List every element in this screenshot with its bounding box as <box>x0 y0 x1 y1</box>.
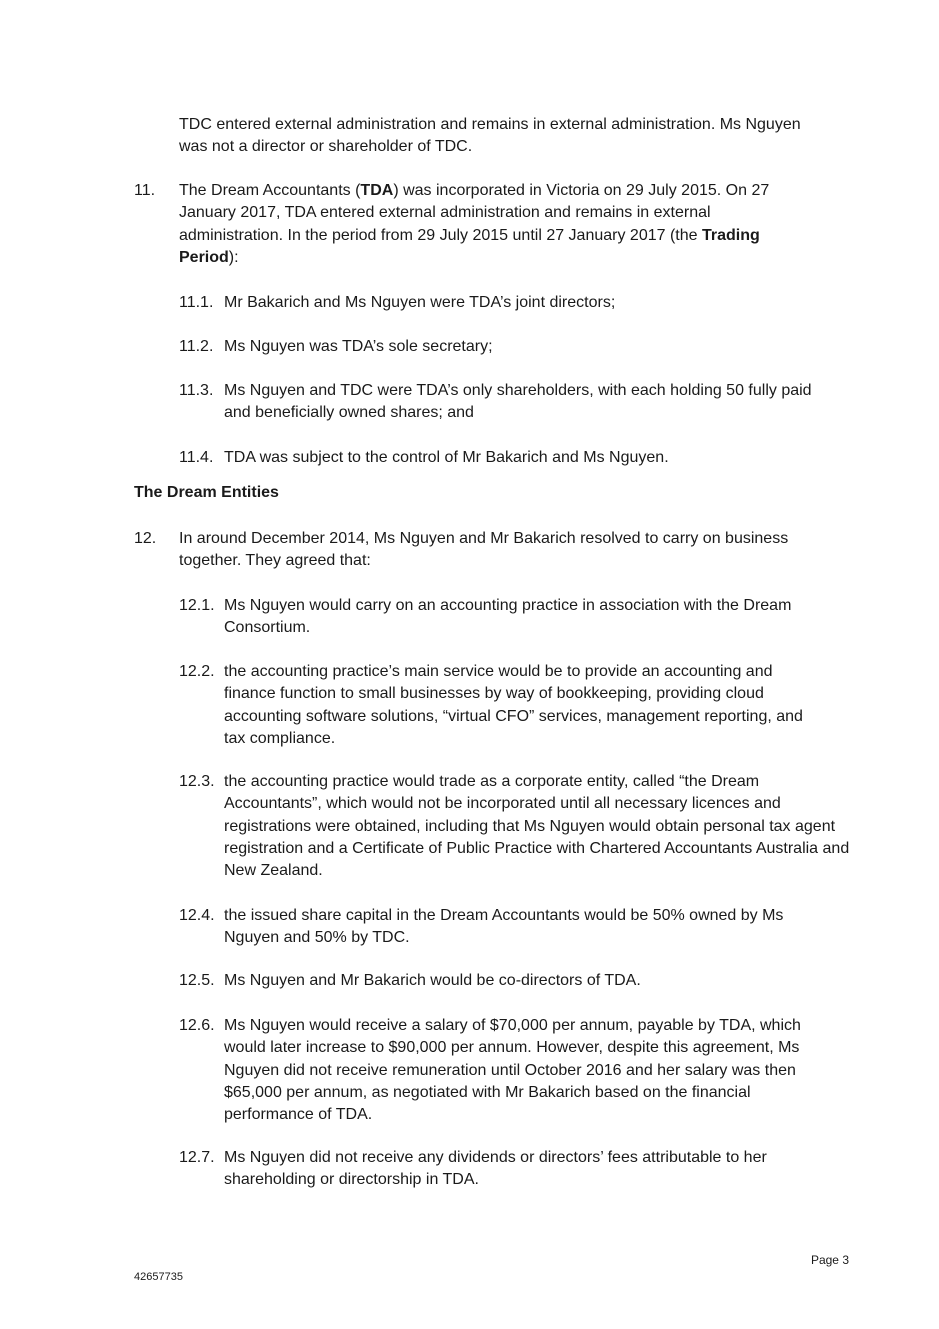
subparagraph-text: TDA was subject to the control of Mr Bakarich and Ms Nguyen. <box>224 449 669 466</box>
subparagraph-number: 11.4. <box>179 449 214 466</box>
section-heading: The Dream Entities <box>134 484 279 501</box>
subparagraph-number: 12.6. <box>179 1017 215 1034</box>
subparagraph-number: 12.4. <box>179 907 215 924</box>
paragraph-text: ): <box>228 248 239 266</box>
subparagraph-text: the issued share capital in the Dream Accountants would be 50% owned by Ms Nguyen and 50% by TDC. <box>224 907 784 947</box>
intro-paragraph: TDC entered external administration and remains in external administration. Ms Nguyen was not a director or shareholder of TDC. <box>179 116 801 156</box>
subparagraph-number: 12.2. <box>179 663 215 680</box>
subparagraph-number: 12.7. <box>179 1149 215 1166</box>
subparagraph-number: 11.1. <box>179 294 214 311</box>
paragraph-number: 12. <box>134 530 157 547</box>
document-id: 42657735 <box>134 1271 183 1283</box>
subparagraph-text: the accounting practice’s main service would be to provide an accounting and finance function to small businesses by way of bookkeeping, providing cloud accounting software solutions, “virtual CFO” services, management reporting, and tax compliance. <box>224 663 803 747</box>
subparagraph-number: 12.5. <box>179 972 215 989</box>
subparagraph-text: Ms Nguyen was TDA’s sole secretary; <box>224 338 493 355</box>
subparagraph-number: 12.1. <box>179 597 215 614</box>
subparagraph-text: Mr Bakarich and Ms Nguyen were TDA’s joint directors; <box>224 294 616 311</box>
paragraph-text: The Dream Accountants ( <box>179 182 361 199</box>
paragraph-text: ) was incorporated in Victoria on 29 July 2015. On 27 January 2017, TDA entered external administration and remains in external administration. In the period from 29 July 2015 until 27 January 2017 (the <box>179 182 770 244</box>
subparagraph-number: 11.2. <box>179 338 214 355</box>
subparagraph-text: the accounting practice would trade as a corporate entity, called “the Dream Accountants”, which would not be incorporated until all necessary licences and registrations were obtained, including that Ms Nguyen would obtain personal tax agent registration and a Certificate of Public Practice with Chartered Accountants Australia and New Zealand. <box>224 773 850 880</box>
subparagraph-text: Ms Nguyen and Mr Bakarich would be co-directors of TDA. <box>224 972 641 989</box>
page-number: Page 3 <box>810 1253 849 1267</box>
subparagraph-text: Ms Nguyen would carry on an accounting practice in association with the Dream Consortium. <box>224 597 792 637</box>
paragraph-number: 11. <box>134 182 156 199</box>
paragraph-11 <box>179 180 819 269</box>
subparagraph-text: Ms Nguyen and TDC were TDA’s only shareholders, with each holding 50 fully paid and beneficially owned shares; and <box>224 382 812 422</box>
defined-term: Trading Period <box>179 226 760 266</box>
paragraph-12: In around December 2014, Ms Nguyen and Mr Bakarich resolved to carry on business together. They agreed that: <box>179 530 789 570</box>
subparagraph-text: Ms Nguyen did not receive any dividends or directors’ fees attributable to her shareholding or directorship in TDA. <box>224 1149 767 1189</box>
subparagraph-text: Ms Nguyen would receive a salary of $70,000 per annum, payable by TDA, which would later increase to $90,000 per annum. However, despite this agreement, Ms Nguyen did not receive remuneration until October 2016 and her salary was then $65,000 per annum, as negotiated with Mr Bakarich based on the financial performance of TDA. <box>224 1017 801 1124</box>
subparagraph-number: 12.3. <box>179 773 215 790</box>
defined-term: TDA <box>360 182 394 199</box>
subparagraph-number: 11.3. <box>179 382 214 399</box>
